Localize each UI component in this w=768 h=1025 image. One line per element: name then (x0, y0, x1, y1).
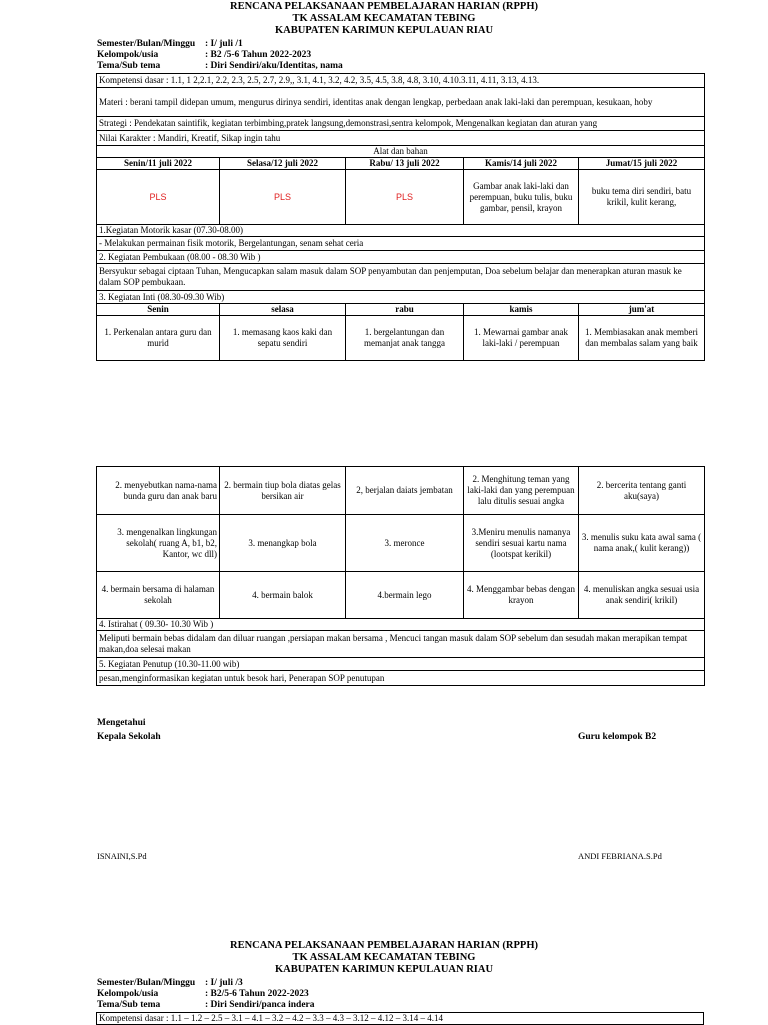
inti-title: 3. Kegiatan Inti (08.30-09.30 Wib) (97, 291, 705, 304)
alat-cell: PLS (346, 170, 464, 225)
day-header: Jumat/15 juli 2022 (579, 158, 705, 170)
inti-cell: 1. Mewarnai gambar anak laki-laki / perempuan (464, 316, 579, 361)
motorik-text: - Melakukan permainan fisik motorik, Bergelantungan, senam sehat ceria (97, 237, 705, 251)
guru-name: ANDI FEBRIANA.S.Pd (578, 851, 662, 861)
meta-tema: Tema/Sub tema : Diri Sendiri/panca indera (97, 1000, 315, 1010)
inti-cell: 4. bermain bersama di halaman sekolah (97, 572, 220, 619)
alat-cell: PLS (220, 170, 346, 225)
pembukaan-text: Bersyukur sebagai ciptaan Tuhan, Mengucapkan salam masuk dalam SOP penyambutan dan penjemputan, Doa sebelum belajar dan menerapkan aturan masuk ke dalam SOP pembukaan. (97, 264, 705, 291)
inti-cell: 1. Perkenalan antara guru dan murid (97, 316, 220, 361)
inti-cell: 2. bermain tiup bola diatas gelas bersikan air (220, 467, 346, 515)
inti-cell: 2. bercerita tentang ganti aku(saya) (579, 467, 705, 515)
guru-kelompok-label: Guru kelompok B2 (578, 732, 657, 742)
istirahat-text: Meliputi bermain bebas didalam dan diluar ruangan ,persiapan makan bersama , Mencuci tangan masuk dalam SOP sebelum dan sesudah makan merapikan tempat makan,doa selesai makan (97, 631, 705, 658)
inti-cell: 1. Membiasakan anak memberi dan membalas salam yang baik (579, 316, 705, 361)
doc-title-line-3: KABUPATEN KARIMUN KEPULAUAN RIAU (274, 25, 494, 36)
meta-kelompok: Kelompok/usia : B2/5-6 Tahun 2022-2023 (97, 989, 309, 999)
kompetensi-dasar: Kompetensi dasar : 1.1 – 1.2 – 2.5 – 3.1 – 4.1 – 3.2 – 4.2 – 3.3 – 4.3 – 3.12 – 4.12 – 3.14 – 4.14 (97, 1013, 704, 1025)
materi: Materi : berani tampil didepan umum, mengurus dirinya sendiri, identitas anak dengan lengkap, perbedaan anak laki-laki dan perempuan, kesukaan, hoby (97, 88, 705, 117)
day-header: Selasa/12 juli 2022 (220, 158, 346, 170)
strategi: Strategi : Pendekatan saintifik, kegiatan terbimbing,pratek langsung,demonstrasi,sentra kelompok, Mengenalkan kegiatan dan aturan yang (97, 117, 705, 131)
rpph-table-page-1 (96, 73, 705, 361)
meta-tema: Tema/Sub tema : Diri Sendiri/aku/Identitas, nama (97, 61, 343, 71)
mengetahui-label: Mengetahui (97, 718, 146, 728)
nilai-karakter: Nilai Karakter : Mandiri, Kreatif, Sikap ingin tahu (97, 131, 705, 146)
rpph-table-page-2 (96, 466, 705, 686)
doc-title-line-3: KABUPATEN KARIMUN KEPULAUAN RIAU (274, 964, 494, 975)
pembukaan-title: 2. Kegiatan Pembukaan (08.00 - 08.30 Wib ) (97, 251, 705, 264)
inti-day-header: kamis (464, 304, 579, 316)
inti-cell: 3. meronce (346, 515, 464, 572)
doc-title-line-2: TK ASSALAM KECAMATAN TEBING (292, 13, 476, 24)
motorik-title: 1.Kegiatan Motorik kasar (07.30-08.00) (97, 225, 705, 237)
meta-semester: Semester/Bulan/Minggu : I/ juli /3 (97, 978, 243, 988)
inti-cell: 1. memasang kaos kaki dan sepatu sendiri (220, 316, 346, 361)
day-header: Rabu/ 13 juli 2022 (346, 158, 464, 170)
inti-day-header: Senin (97, 304, 220, 316)
day-header: Kamis/14 juli 2022 (464, 158, 579, 170)
day-header: Senin/11 juli 2022 (97, 158, 220, 170)
inti-cell: 4.bermain lego (346, 572, 464, 619)
inti-day-header: selasa (220, 304, 346, 316)
inti-cell: 3.Meniru menulis namanya sendiri sesuai kartu nama (lootspat kerikil) (464, 515, 579, 572)
penutup-text: pesan,menginformasikan kegiatan untuk besok hari, Penerapan SOP penutupan (97, 671, 705, 686)
kepala-sekolah-name: ISNAINI,S.Pd (97, 851, 147, 861)
alat-cell: buku tema diri sendiri, batu krikil, kulit kerang, (579, 170, 705, 225)
inti-day-header: jum'at (579, 304, 705, 316)
doc-title-line-1: RENCANA PELAKSANAAN PEMBELAJARAN HARIAN (RPPH) (229, 940, 538, 951)
inti-cell: 3. menangkap bola (220, 515, 346, 572)
inti-cell: 3. menulis suku kata awal sama ( nama anak,( kulit kerang)) (579, 515, 705, 572)
inti-cell: 2. menyebutkan nama-nama bunda guru dan anak baru (97, 467, 220, 515)
meta-kelompok: Kelompok/usia : B2 /5-6 Tahun 2022-2023 (97, 50, 312, 60)
meta-semester: Semester/Bulan/Minggu : I/ juli /1 (97, 39, 243, 49)
inti-cell: 4. bermain balok (220, 572, 346, 619)
rpph-table-page-3 (96, 1012, 704, 1025)
istirahat-title: 4. Istirahat ( 09.30- 10.30 Wib ) (97, 619, 705, 631)
alat-cell: Gambar anak laki-laki dan perempuan, buku tulis, buku gambar, pensil, krayon (464, 170, 579, 225)
inti-cell: 4. menuliskan angka sesuai usia anak sendiri( krikil) (579, 572, 705, 619)
inti-cell: 3. mengenalkan lingkungan sekolah( ruang A, b1, b2, Kantor, wc dll) (97, 515, 220, 572)
inti-cell: 2. Menghitung teman yang laki-laki dan yang perempuan lalu ditulis sesuai angka (464, 467, 579, 515)
inti-day-header: rabu (346, 304, 464, 316)
kompetensi-dasar: Kompetensi dasar : 1.1, 1 2,2.1, 2.2, 2.3, 2.5, 2.7, 2.9,, 3.1, 4.1, 3.2, 4.2, 3.5, 4.5, 3.8, 4.8, 3.10, 4.10.3.11, 4.11, 3.13, 4.13. (97, 74, 705, 88)
inti-cell: 1. bergelantungan dan memanjat anak tangga (346, 316, 464, 361)
doc-title-line-1: RENCANA PELAKSANAAN PEMBELAJARAN HARIAN (RPPH) (229, 1, 538, 12)
alat-dan-bahan-title: Alat dan bahan (97, 146, 705, 158)
alat-cell: PLS (97, 170, 220, 225)
inti-cell: 4. Menggambar bebas dengan krayon (464, 572, 579, 619)
kepala-sekolah-label: Kepala Sekolah (97, 732, 161, 742)
penutup-title: 5. Kegiatan Penutup (10.30-11.00 wib) (97, 658, 705, 671)
inti-cell: 2, berjalan daiats jembatan (346, 467, 464, 515)
doc-title-line-2: TK ASSALAM KECAMATAN TEBING (292, 952, 476, 963)
